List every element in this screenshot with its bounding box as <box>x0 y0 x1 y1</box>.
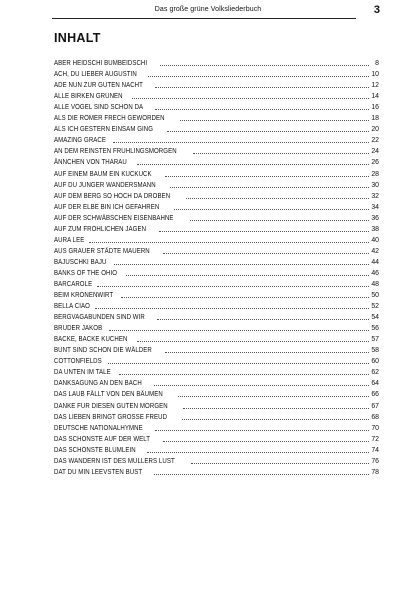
toc-entry-page: 10 <box>371 71 379 79</box>
toc-entry <box>54 322 379 333</box>
page-header <box>0 0 416 20</box>
toc-entry-page: 30 <box>371 181 379 189</box>
toc-leader-dots <box>191 463 369 464</box>
toc-leader-dots <box>163 253 369 254</box>
toc-entry <box>54 455 379 466</box>
toc-entry-page: 44 <box>371 258 379 266</box>
toc-entry-title: DANKE FÜR DIESEN GUTEN MORGEN <box>54 402 168 410</box>
toc-entry-page: 78 <box>371 468 379 476</box>
toc-leader-dots <box>109 330 369 331</box>
toc-leader-dots <box>114 264 369 265</box>
toc-entry-title: BANKS OF THE OHIO <box>54 269 118 277</box>
toc-entry-title: ADE NUN ZUR GUTEN NACHT <box>54 82 143 90</box>
toc-entry-page: 60 <box>371 358 379 366</box>
toc-entry-title: ÄNNCHEN VON THARAU <box>54 159 127 167</box>
toc-entry-page: 58 <box>371 347 379 355</box>
page-number: 3 <box>373 4 380 16</box>
toc-entry-title: DAS SCHÖNSTE BLÜMLEIN <box>54 446 136 454</box>
toc-entry <box>54 466 379 477</box>
toc-entry <box>54 422 379 433</box>
toc-leader-dots <box>157 319 369 320</box>
toc-leader-dots <box>89 242 369 243</box>
toc-leader-dots <box>95 308 369 309</box>
toc-entry <box>54 399 379 410</box>
toc-entry <box>54 167 379 178</box>
toc-entry <box>54 278 379 289</box>
toc-entry-title: ALS DIE RÖMER FRECH GEWORDEN <box>54 115 165 123</box>
toc-entry-page: 18 <box>371 115 379 123</box>
toc-entry-page: 8 <box>375 60 379 68</box>
toc-entry-title: AUF EINEM BAUM EIN KUCKUCK <box>54 170 152 178</box>
toc-leader-dots <box>155 109 369 110</box>
toc-leader-dots <box>193 153 369 154</box>
toc-leader-dots <box>97 286 369 287</box>
toc-entry-title: DAS LIEBEN BRINGT GROSSE FREUD <box>54 413 168 421</box>
toc-entry <box>54 145 379 156</box>
toc-entry-title: DAS LAUB FÄLLT VON DEN BÄUMEN <box>54 391 163 399</box>
toc-leader-dots <box>137 341 369 342</box>
toc-leader-dots <box>119 374 369 375</box>
toc-entry-page: 12 <box>371 82 379 90</box>
toc-leader-dots <box>137 164 369 165</box>
toc-entry-page: 24 <box>371 148 379 156</box>
toc-entry-page: 28 <box>371 170 379 178</box>
toc-entry-page: 62 <box>371 369 379 377</box>
toc-leader-dots <box>154 474 369 475</box>
toc-entry <box>54 134 379 145</box>
toc-entry <box>54 256 379 267</box>
toc-entry-page: 68 <box>371 413 379 421</box>
toc-leader-dots <box>165 176 369 177</box>
toc-entry-page: 56 <box>371 325 379 333</box>
toc-leader-dots <box>126 275 369 276</box>
toc-leader-dots <box>178 396 369 397</box>
toc-entry-page: 70 <box>371 424 379 432</box>
toc-entry-page: 67 <box>371 402 379 410</box>
toc-entry <box>54 68 379 79</box>
toc-leader-dots <box>155 430 369 431</box>
toc-leader-dots <box>159 231 369 232</box>
toc-entry <box>54 234 379 245</box>
toc-entry <box>54 245 379 256</box>
toc-entry <box>54 123 379 134</box>
toc-leader-dots <box>182 419 369 420</box>
toc-entry-title: ACH, DU LIEBER AUGUSTIN <box>54 71 137 79</box>
toc-entry-title: DEUTSCHE NATIONALHYMNE <box>54 424 143 432</box>
toc-entry <box>54 333 379 344</box>
toc-entry <box>54 388 379 399</box>
toc-entry <box>54 444 379 455</box>
toc-entry-title: BAJUSCHKI BAJU <box>54 258 107 266</box>
toc-entry <box>54 355 379 366</box>
toc-entry-page: 20 <box>371 126 379 134</box>
toc-entry-page: 40 <box>371 236 379 244</box>
toc-leader-dots <box>121 297 369 298</box>
toc-entry-page: 42 <box>371 247 379 255</box>
toc-leader-dots <box>167 131 369 132</box>
toc-entry <box>54 190 379 201</box>
toc-entry-page: 52 <box>371 303 379 311</box>
toc-entry-title: ALLE BIRKEN GRÜNEN <box>54 93 123 101</box>
toc-leader-dots <box>132 98 369 99</box>
toc-entry-page: 14 <box>371 93 379 101</box>
toc-entry-title: AMAZING GRACE <box>54 137 107 145</box>
toc-entry-title: BERGVAGABUNDEN SIND WIR <box>54 314 145 322</box>
toc-entry-title: AUS GRAUER STÄDTE MAUERN <box>54 247 150 255</box>
toc-entry-page: 46 <box>371 269 379 277</box>
toc-entry-title: AUF ZUM FRÖHLICHEN JAGEN <box>54 225 147 233</box>
toc-entry-page: 54 <box>371 314 379 322</box>
toc-entry-title: AUF DER SCHWÄBSCHEN EISENBAHNE <box>54 214 174 222</box>
toc-entry <box>54 289 379 300</box>
toc-entry-page: 26 <box>371 159 379 167</box>
toc-heading: INHALT <box>54 31 101 45</box>
toc-entry-page: 72 <box>371 435 379 443</box>
toc-entry-title: AUF DEM BERG SO HOCH DA DROBEN <box>54 192 171 200</box>
toc-entry-title: ALLE VÖGEL SIND SCHON DA <box>54 104 144 112</box>
toc-leader-dots <box>154 385 369 386</box>
toc-entry-title: ABER HEIDSCHI BUMBEIDSCHI <box>54 60 148 68</box>
toc-entry-title: DA UNTEN IM TALE <box>54 369 111 377</box>
running-title: Das große grüne Volksliederbuch <box>154 6 262 13</box>
toc-leader-dots <box>180 120 369 121</box>
toc-entry <box>54 300 379 311</box>
toc-entry-title: BELLA CIAO <box>54 303 90 311</box>
toc-entry-page: 64 <box>371 380 379 388</box>
toc-leader-dots <box>163 441 369 442</box>
toc-entry <box>54 112 379 123</box>
toc-entry-page: 16 <box>371 104 379 112</box>
toc-entry-title: AUF DER ELBE BIN ICH GEFAHREN <box>54 203 160 211</box>
toc-leader-dots <box>160 65 369 66</box>
toc-entry-title: AUF DU JUNGER WANDERSMANN <box>54 181 156 189</box>
toc-entry-page: 36 <box>371 214 379 222</box>
toc-entry-page: 32 <box>371 192 379 200</box>
toc-leader-dots <box>170 187 369 188</box>
toc-leader-dots <box>108 363 369 364</box>
toc-entry <box>54 344 379 355</box>
toc-entry <box>54 267 379 278</box>
toc-entry-page: 50 <box>371 292 379 300</box>
toc-leader-dots <box>174 209 369 210</box>
table-of-contents <box>54 57 379 477</box>
toc-leader-dots <box>155 87 369 88</box>
toc-entry-title: DAT DU MIN LEEVSTEN BÜST <box>54 468 143 476</box>
toc-entry <box>54 433 379 444</box>
toc-entry <box>54 366 379 377</box>
toc-leader-dots <box>113 142 369 143</box>
toc-entry <box>54 411 379 422</box>
toc-entry-title: BUNT SIND SCHON DIE WÄLDER <box>54 347 152 355</box>
toc-entry <box>54 156 379 167</box>
toc-entry-title: DAS WANDERN IST DES MÜLLERS LUST <box>54 457 175 465</box>
toc-entry-page: 57 <box>371 336 379 344</box>
toc-entry-title: AURA LEE <box>54 236 85 244</box>
toc-leader-dots <box>183 408 369 409</box>
toc-entry-title: BRUDER JAKOB <box>54 325 103 333</box>
toc-entry-page: 74 <box>371 446 379 454</box>
toc-entry-page: 38 <box>371 225 379 233</box>
header-rule <box>52 18 356 19</box>
toc-entry-title: DAS SCHÖNSTE AUF DER WELT <box>54 435 151 443</box>
toc-entry-page: 48 <box>371 280 379 288</box>
toc-entry <box>54 179 379 190</box>
toc-leader-dots <box>148 76 369 77</box>
toc-entry-page: 22 <box>371 137 379 145</box>
toc-entry-page: 76 <box>371 457 379 465</box>
toc-entry <box>54 377 379 388</box>
toc-entry-title: ALS ICH GESTERN EINSAM GING <box>54 126 154 134</box>
toc-leader-dots <box>190 220 369 221</box>
toc-entry-title: BEIM KRONENWIRT <box>54 292 114 300</box>
toc-entry <box>54 311 379 322</box>
toc-leader-dots <box>186 198 369 199</box>
toc-entry-title: BACKE, BACKE KUCHEN <box>54 336 128 344</box>
toc-leader-dots <box>147 452 369 453</box>
toc-entry <box>54 223 379 234</box>
toc-entry <box>54 201 379 212</box>
toc-entry-page: 34 <box>371 203 379 211</box>
toc-entry <box>54 212 379 223</box>
toc-entry-title: DANKSAGUNG AN DEN BACH <box>54 380 142 388</box>
toc-entry <box>54 57 379 68</box>
toc-entry <box>54 90 379 101</box>
toc-entry-title: COTTONFIELDS <box>54 358 102 366</box>
toc-entry-title: AN DEM REINSTEN FRÜHLINGSMORGEN <box>54 148 177 156</box>
toc-leader-dots <box>165 352 369 353</box>
toc-entry <box>54 101 379 112</box>
toc-entry-page: 66 <box>371 391 379 399</box>
toc-entry <box>54 79 379 90</box>
toc-entry-title: BARCAROLE <box>54 280 93 288</box>
